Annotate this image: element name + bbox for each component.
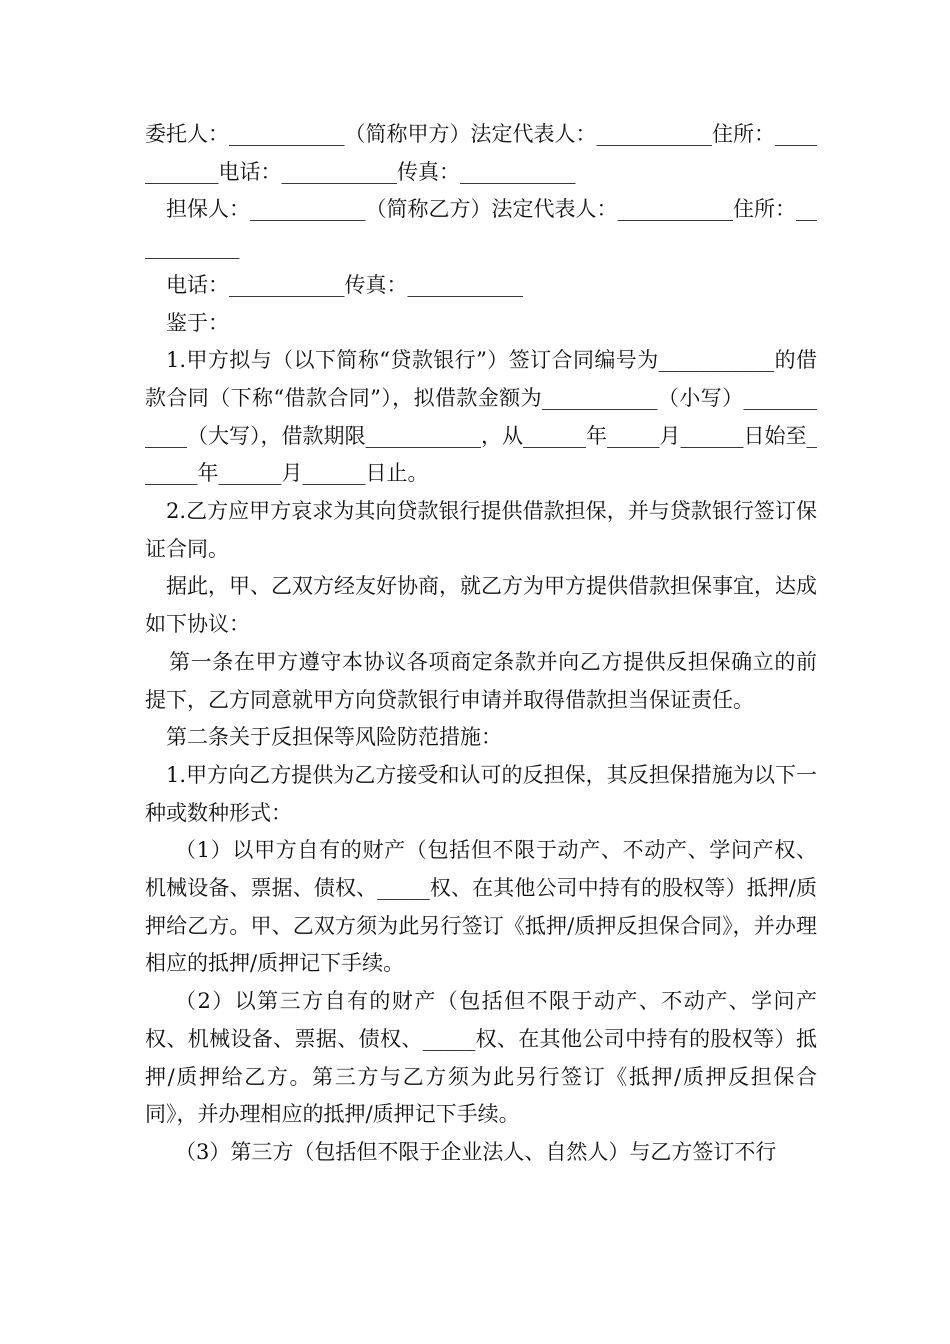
article-2-subitem-3: （3）第三方（包括但不限于企业法人、自然人）与乙方签订不行 bbox=[175, 1139, 777, 1164]
whereas-clause-2: 2.乙方应甲方哀求为其向贷款银行提供借款担保，并与贷款银行签订保证合同。 bbox=[145, 499, 817, 561]
party-b-contact: 电话：___________传真：___________ bbox=[166, 272, 523, 297]
article-1: 第一条在甲方遵守本协议各项商定条款并向乙方提供反担保确立的前提下，乙方同意就甲方向贷款银行申请并取得借款担当保证责任。 bbox=[145, 649, 817, 712]
article-2-heading: 第二条关于反担保等风险防范措施： bbox=[166, 725, 502, 750]
article-2-subitem-1: （1）以甲方自有的财产（包括但不限于动产、不动产、学问产权、机械设备、票据、债权、_____权、在其他公司中持有的股权等）抵押/质押给乙方。甲、乙双方须为此另行签订《抵押/质押反担保合同》，并办理相应的抵押/质押记下手续。 bbox=[145, 838, 817, 976]
article-2-item-1: 1.甲方向乙方提供为乙方接受和认可的反担保，其反担保措施为以下一种或数种形式： bbox=[145, 762, 817, 825]
party-a-info: 委托人：___________（简称甲方）法定代表人：___________住所：___________电话：___________传真：___________ bbox=[145, 122, 817, 184]
contract-document bbox=[145, 116, 817, 1172]
agreement-intro: 据此，甲、乙双方经友好协商，就乙方为甲方提供借款担保事宜，达成如下协议： bbox=[145, 574, 817, 637]
party-b-info: 担保人：___________（简称乙方）法定代表人：___________住所：___________ bbox=[145, 197, 817, 260]
whereas-heading: 鉴于： bbox=[166, 310, 229, 335]
article-2-subitem-2: （2）以第三方自有的财产（包括但不限于动产、不动产、学问产权、机械设备、票据、债权、_____权、在其他公司中持有的股权等）抵押/质押给乙方。第三方与乙方须为此另行签订《抵押/质押反担保合同》，并办理相应的抵押/质押记下手续。 bbox=[145, 989, 817, 1127]
whereas-clause-1: 1.甲方拟与（以下简称“贷款银行”）签订合同编号为___________的借款合同（下称“借款合同”），拟借款金额为___________（小写）___________（大写），借款期限___________，从______年_____月______日始至______年______月______日止。 bbox=[145, 348, 817, 486]
